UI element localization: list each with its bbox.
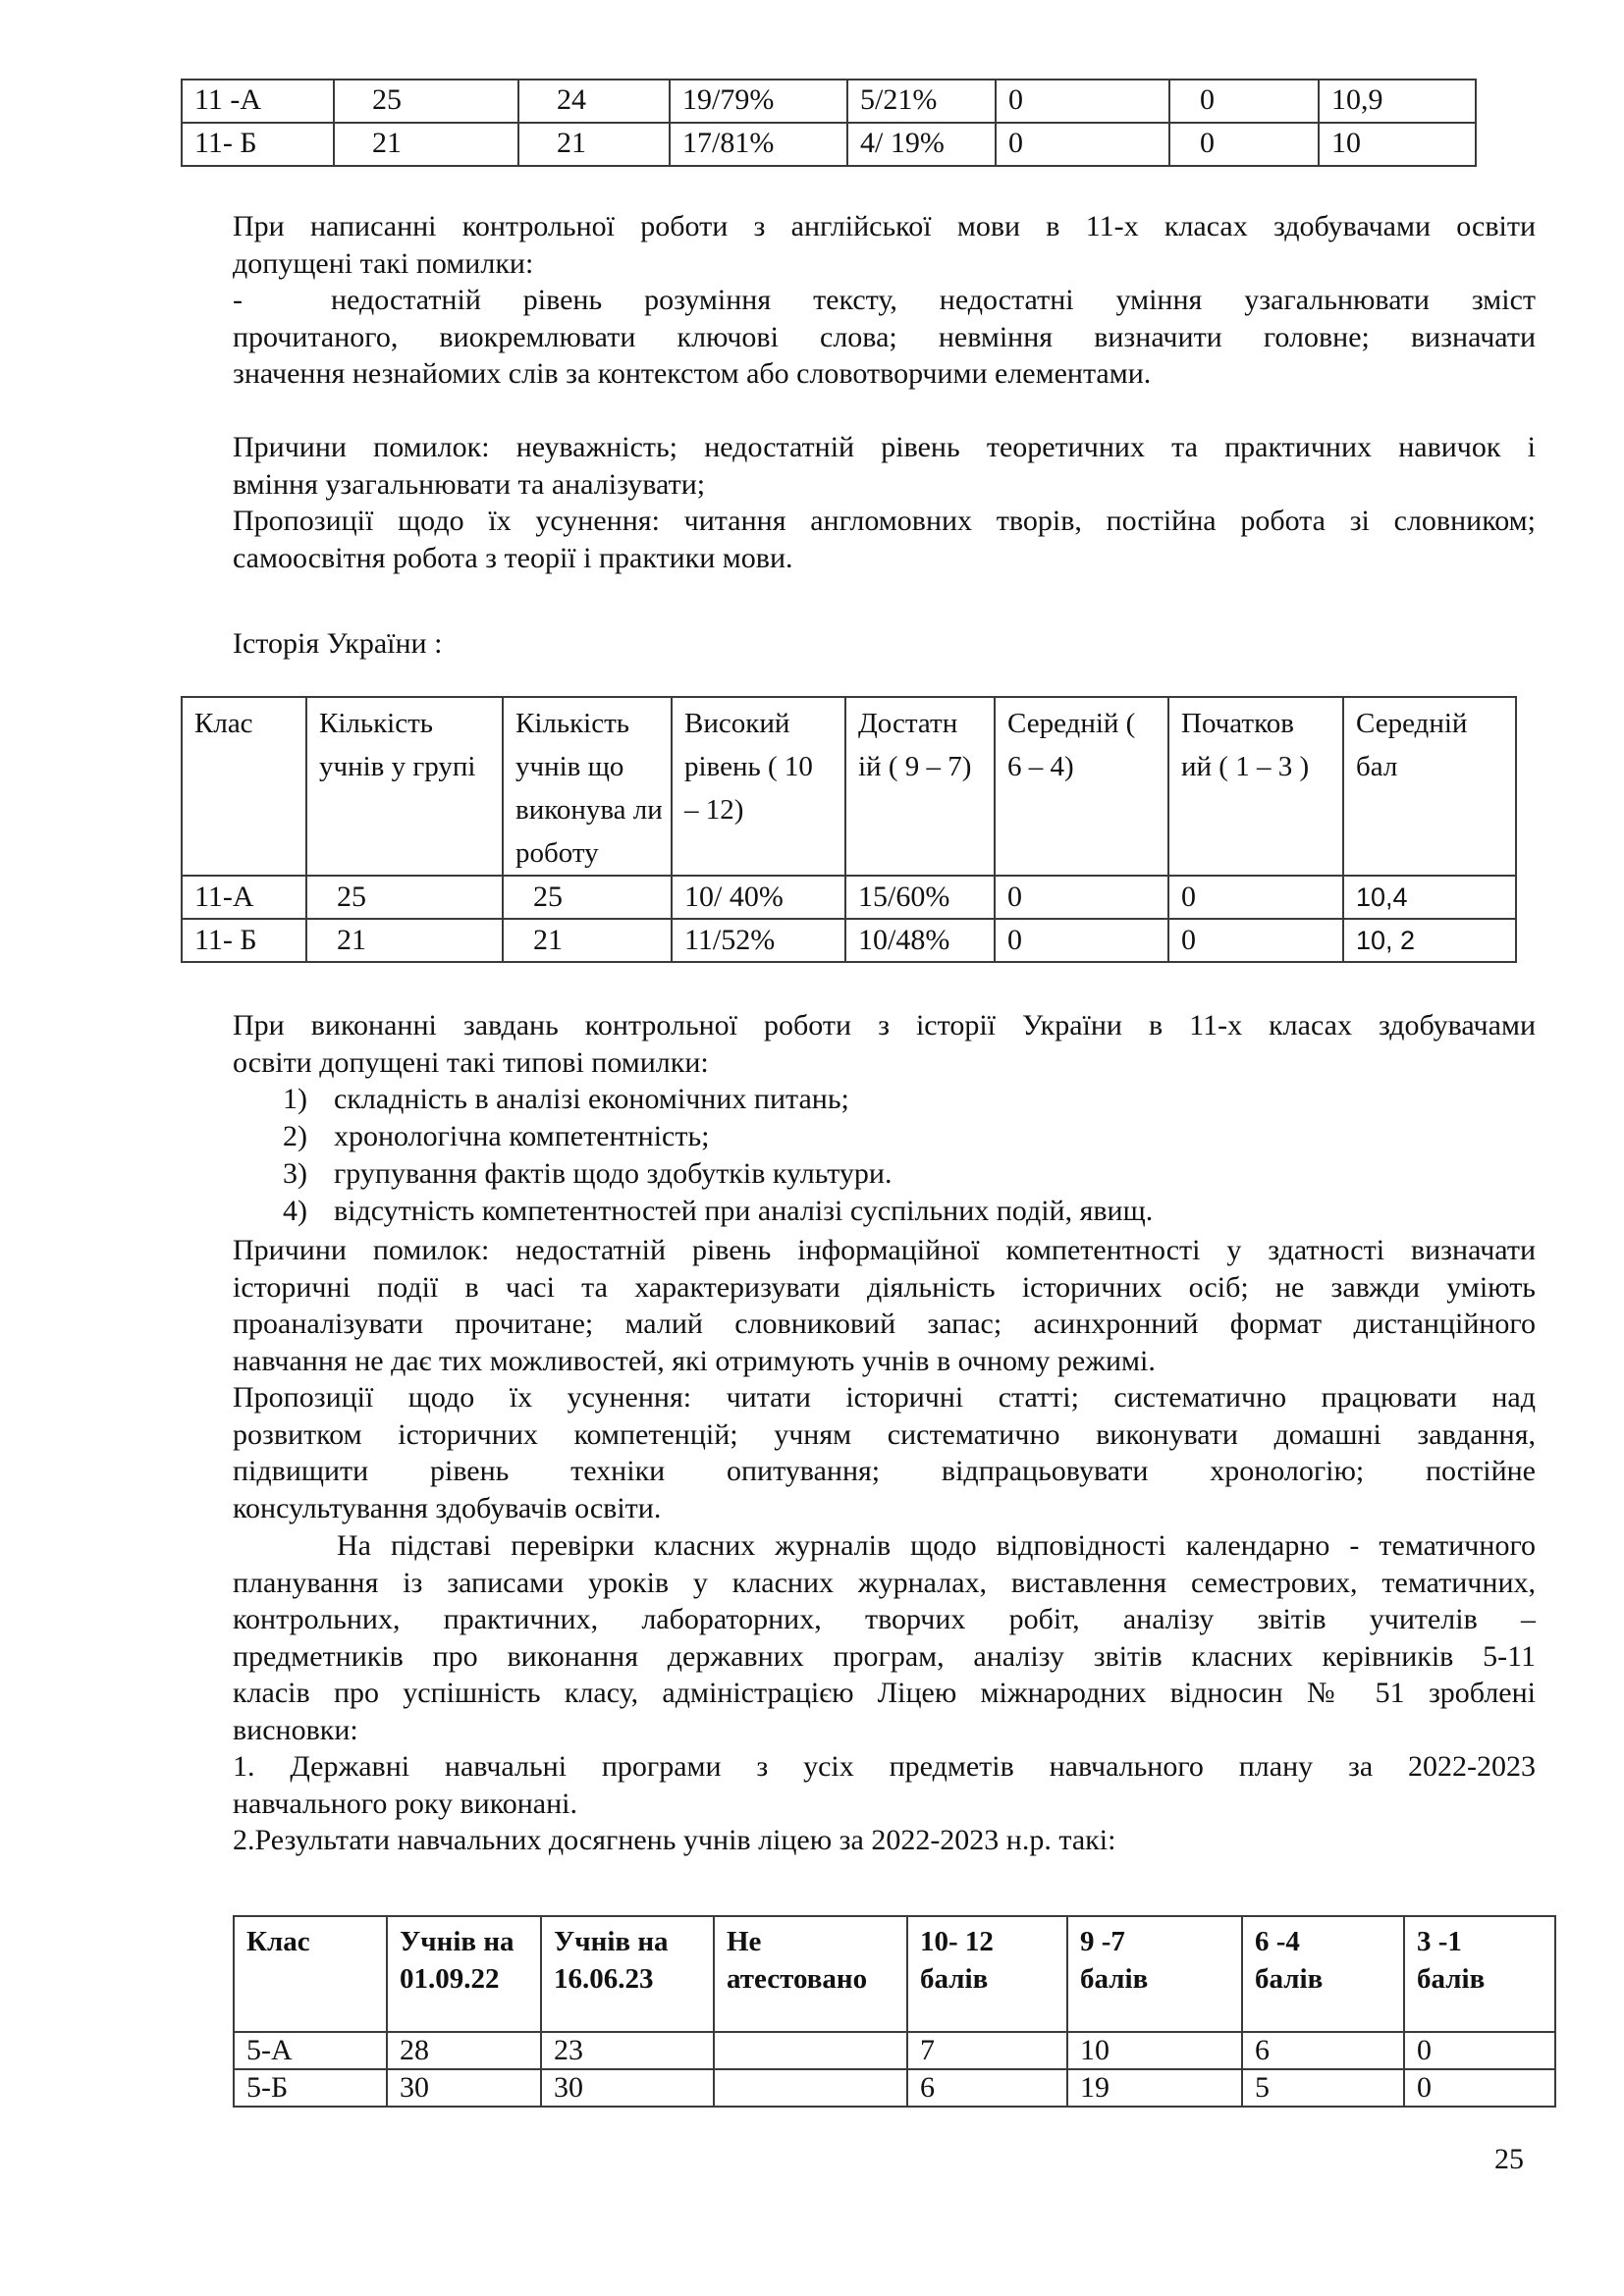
table-cell: 0 [1169, 123, 1319, 166]
conclusion-paragraph [233, 1527, 1536, 1859]
text-line: самоосвітня робота з теорії і практики мови. [233, 541, 793, 574]
table-cell: 5-А [234, 2032, 387, 2069]
table-header-row [182, 697, 1516, 876]
text-line: На підставі перевірки класних журналів щодо відповідності календарно - тематичного [337, 1529, 1536, 1562]
column-header: Кількість учнів що виконува ли роботу [503, 697, 672, 876]
table-cell: 17/81% [670, 123, 847, 166]
text-line: предметників про виконання державних програм, аналізу звітів класних керівників 5-11 [233, 1639, 1536, 1673]
column-header: Учнів на 01.09.22 [387, 1916, 541, 2032]
text-line: контрольних, практичних, лабораторних, творчих робіт, аналізу звітів учителів – [233, 1603, 1536, 1635]
list-number: 2) [283, 1120, 307, 1152]
history-proposals-paragraph [233, 1379, 1536, 1526]
table-row [182, 80, 1476, 123]
list-item [283, 1118, 1153, 1155]
conclusion-item-1: 1. Державні навчальні програми з усіх предметів навчального плану за 2022-2023 [233, 1750, 1536, 1783]
text-line: проаналізувати прочитане; малий словниковий запас; асинхронний формат дистанційного [233, 1308, 1536, 1340]
table-cell: 21 [306, 919, 503, 962]
table-cell: 21 [518, 123, 670, 166]
list-item [283, 1155, 1153, 1193]
text-line: При написанні контрольної роботи з англійської мови в 11-х класах здобувачами освіти [233, 210, 1536, 242]
table-cell: 0 [1169, 80, 1319, 123]
table-cell: 10 [1319, 123, 1476, 166]
table-cell: 21 [334, 123, 518, 166]
text-line: розвитком історичних компетенцій; учням систематично виконувати домашні завдання, [233, 1417, 1536, 1451]
list-number: 3) [283, 1157, 307, 1190]
list-item [283, 1081, 1153, 1118]
column-header: 3 -1 балів [1404, 1916, 1555, 2032]
column-header: Початков ий ( 1 – 3 ) [1168, 697, 1343, 876]
list-item-text: складність в аналізі економічних питань; [334, 1083, 849, 1115]
history-causes-paragraph [233, 1232, 1536, 1379]
history-heading [233, 625, 1536, 663]
table-cell: 11-А [182, 876, 306, 919]
list-number: 1) [283, 1083, 307, 1115]
text-line: планування із записами уроків у класних журналах, виставлення семестрових, тематичних, [233, 1566, 1536, 1599]
table-cell: 10,9 [1319, 80, 1476, 123]
table-cell: 5-Б [234, 2069, 387, 2107]
table-cell: 24 [518, 80, 670, 123]
table-cell: 6 [1242, 2032, 1404, 2069]
table-cell: 10/ 40% [672, 876, 845, 919]
table-cell: 0 [996, 80, 1169, 123]
text-line: висновки: [233, 1713, 358, 1746]
text-line: Пропозиції щодо їх усунення: читати історичні статті; систематично працювати над [233, 1381, 1536, 1414]
text-line: консультування здобувачів освіти. [233, 1491, 662, 1524]
column-header: 6 -4 балів [1242, 1916, 1404, 2032]
table-cell: 10,4 [1343, 876, 1516, 919]
text-line: вміння узагальнювати та аналізувати; [233, 467, 706, 501]
table-cell: 0 [1168, 876, 1343, 919]
table-cell: 11- Б [182, 919, 306, 962]
text-line: допущені такі помилки: [233, 246, 534, 280]
english-errors-paragraph [233, 208, 1536, 393]
table-cell: 11/52% [672, 919, 845, 962]
section-title: Історія України : [233, 627, 443, 660]
table-row [234, 2032, 1555, 2069]
column-header: Середній бал [1343, 697, 1516, 876]
table-cell: 0 [996, 123, 1169, 166]
table-cell: 19/79% [670, 80, 847, 123]
table-cell: 0 [1404, 2032, 1555, 2069]
table-cell: 10, 2 [1343, 919, 1516, 962]
table-cell: 30 [541, 2069, 714, 2107]
table-cell [714, 2032, 907, 2069]
text-line: Пропозиції щодо їх усунення: читання англомовних творів, постійна робота зі словником; [233, 505, 1536, 537]
table-cell: 4/ 19% [847, 123, 996, 166]
text-line: освіти допущені такі типові помилки: [233, 1045, 709, 1079]
table-cell: 0 [1168, 919, 1343, 962]
table-header-row [234, 1916, 1555, 2032]
table-cell: 10/48% [845, 919, 995, 962]
text-line: Причини помилок: неуважність; недостатній рівень теоретичних та практичних навичок і [233, 431, 1536, 463]
text-line: При виконанні завдань контрольної роботи з історії України в 11-х класах здобувачами [233, 1009, 1536, 1041]
text-line: Причини помилок: недостатній рівень інформаційної компетентності у здатності визначати [233, 1234, 1536, 1266]
list-item-text: відсутність компетентностей при аналізі суспільних подій, явищ. [334, 1195, 1154, 1227]
column-header: Клас [182, 697, 306, 876]
text-line: класів про успішність класу, адміністрацією Ліцею міжнародних відносин № 51 зроблені [233, 1677, 1536, 1709]
history-results-table [181, 696, 1517, 963]
dash-bullet-icon: - [233, 284, 243, 316]
text-line: недостатній рівень розуміння тексту, недостатні уміння узагальнювати зміст [331, 284, 1536, 316]
list-item [283, 1193, 1153, 1230]
table-cell: 10 [1067, 2032, 1242, 2069]
column-header: Кількість учнів у групі [306, 697, 503, 876]
table-cell: 21 [503, 919, 672, 962]
table-cell: 7 [907, 2032, 1067, 2069]
table-row [182, 919, 1516, 962]
table-cell: 30 [387, 2069, 541, 2107]
column-header: 9 -7 балів [1067, 1916, 1242, 2032]
table-cell: 28 [387, 2032, 541, 2069]
table-cell: 0 [1404, 2069, 1555, 2107]
table-cell: 6 [907, 2069, 1067, 2107]
column-header: Достатн ій ( 9 – 7) [845, 697, 995, 876]
conclusion-item-2: 2.Результати навчальних досягнень учнів ліцею за 2022-2023 н.р. такі: [233, 1824, 1116, 1856]
list-item-text: хронологічна компетентність; [334, 1120, 710, 1152]
text-line: навчального року виконані. [233, 1787, 578, 1820]
text-line: історичні події в часі та характеризувати діяльність історичних осіб; не завжди уміють [233, 1270, 1536, 1304]
table-cell: 25 [503, 876, 672, 919]
table-row [182, 123, 1476, 166]
column-header: 10- 12 балів [907, 1916, 1067, 2032]
column-header: Учнів на 16.06.23 [541, 1916, 714, 2032]
table-cell: 5/21% [847, 80, 996, 123]
column-header: Клас [234, 1916, 387, 2032]
column-header: Високий рівень ( 10 – 12) [672, 697, 845, 876]
table-cell: 23 [541, 2032, 714, 2069]
english-proposals-paragraph [233, 503, 1536, 576]
text-line: прочитаного, виокремлювати ключові слова; невміння визначити головне; визначати [233, 320, 1536, 353]
table-cell: 5 [1242, 2069, 1404, 2107]
column-header: Не атестовано [714, 1916, 907, 2032]
table-row [182, 876, 1516, 919]
text-line: значення незнайомих слів за контекстом або словотворчими елементами. [233, 357, 1152, 390]
page-number: 25 [1494, 2143, 1524, 2175]
table-cell: 11- Б [182, 123, 334, 166]
text-line: навчання не дає тих можливостей, які отримують учнів в очному режимі. [233, 1344, 1156, 1377]
table-cell: 19 [1067, 2069, 1242, 2107]
english-results-table [181, 79, 1477, 167]
table-cell: 11 -А [182, 80, 334, 123]
table-cell: 25 [306, 876, 503, 919]
list-number: 4) [283, 1195, 307, 1227]
english-causes-paragraph [233, 429, 1536, 503]
table-cell: 15/60% [845, 876, 995, 919]
text-line: підвищити рівень техніки опитування; відпрацьовувати хронологію; постійне [233, 1455, 1536, 1487]
table-cell: 0 [995, 876, 1168, 919]
table-cell [714, 2069, 907, 2107]
column-header: Середній ( 6 – 4) [995, 697, 1168, 876]
table-cell: 25 [334, 80, 518, 123]
history-errors-paragraph [233, 1007, 1536, 1081]
history-errors-list [283, 1081, 1153, 1230]
list-item-text: групування фактів щодо здобутків культури. [334, 1157, 893, 1190]
lyceum-results-table [233, 1915, 1556, 2108]
error-item-line [233, 282, 1536, 319]
table-cell: 0 [995, 919, 1168, 962]
table-row [234, 2069, 1555, 2107]
